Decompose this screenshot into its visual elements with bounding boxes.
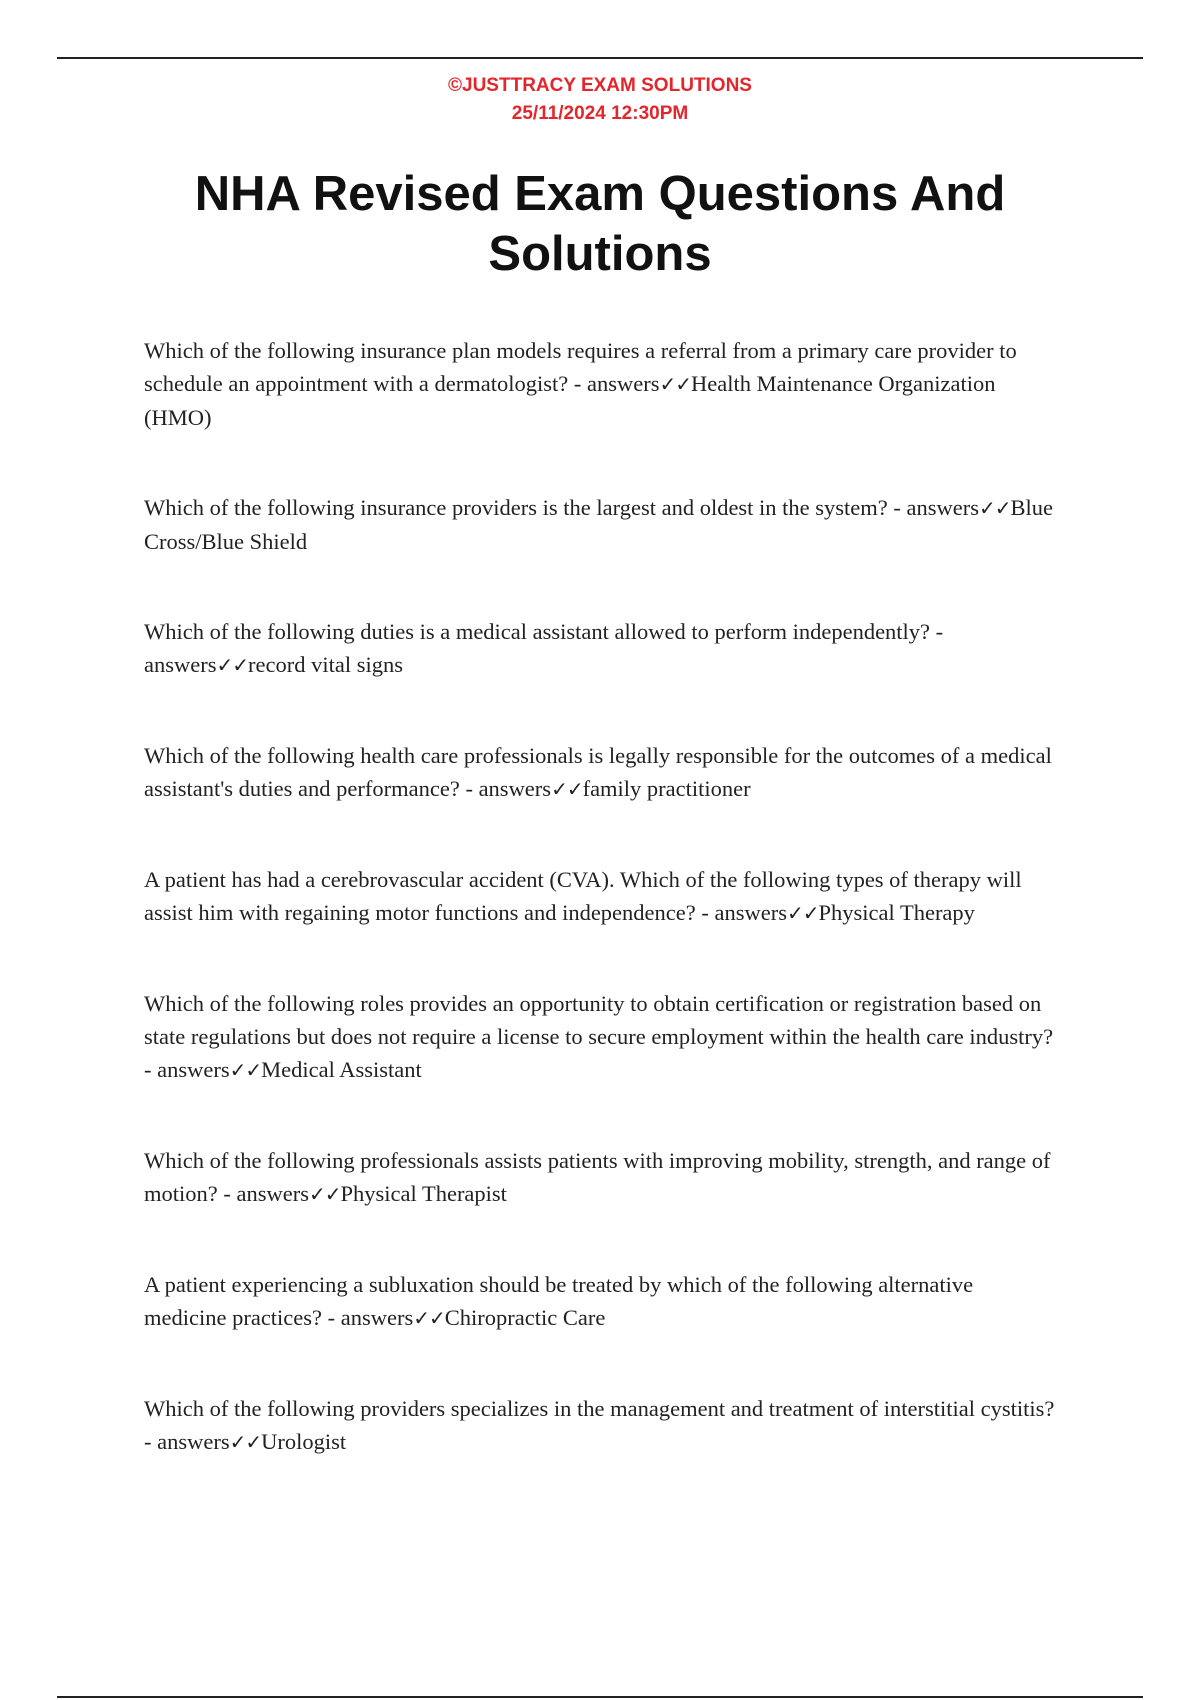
check-mark-icon: ✓✓ — [979, 496, 1011, 520]
question-text: A patient experiencing a subluxation should be treated by which of the following alternative medicine practices? — [144, 1272, 974, 1330]
check-mark-icon: ✓✓ — [229, 1430, 262, 1454]
qa-item — [144, 1392, 1059, 1459]
qa-item — [144, 1144, 1059, 1211]
qa-item — [144, 334, 1059, 434]
qa-item — [144, 739, 1059, 806]
check-mark-icon: ✓✓ — [413, 1306, 445, 1330]
copyright-line: ©JUSTTRACY EXAM SOLUTIONS — [448, 75, 752, 96]
question-text: Which of the following health care professionals is legally responsible for the outcomes of a medical assistant's duties and performance? — [144, 743, 1052, 801]
top-rule — [57, 57, 1143, 59]
qa-item — [144, 1268, 1059, 1335]
answer-text: record vital signs — [248, 652, 403, 677]
answer-prefix: - answers — [144, 619, 944, 677]
question-text: Which of the following roles provides an opportunity to obtain certification or registration based on state regulations but does not require a license to secure employment within the health care industry? — [144, 991, 1054, 1049]
answer-text: Health Maintenance Organization (HMO) — [144, 371, 996, 430]
check-mark-icon: ✓✓ — [551, 777, 583, 801]
question-text: Which of the following insurance plan models requires a referral from a primary care provider to schedule an appointment with a dermatologist? — [144, 338, 1017, 396]
question-text: Which of the following providers specializes in the management and treatment of interstitial cystitis? — [144, 1396, 1055, 1421]
question-text: Which of the following duties is a medical assistant allowed to perform independently? — [144, 619, 931, 644]
question-text: A patient has had a cerebrovascular accident (CVA). Which of the following types of therapy will assist him with regaining motor functions and independence? — [144, 867, 1022, 925]
answer-text: Medical Assistant — [261, 1057, 422, 1082]
question-text: Which of the following professionals assists patients with improving mobility, strength, and range of motion? — [144, 1148, 1051, 1206]
answer-prefix: - answers — [465, 776, 552, 801]
answer-prefix: - answers — [327, 1305, 414, 1330]
question-text: Which of the following insurance providers is the largest and oldest in the system? — [144, 495, 888, 520]
answer-prefix: - answers — [144, 1057, 230, 1082]
check-mark-icon: ✓✓ — [659, 372, 692, 396]
check-mark-icon: ✓✓ — [308, 1182, 341, 1206]
answer-prefix: - answers — [223, 1181, 309, 1206]
qa-item — [144, 863, 1059, 930]
answer-text: Blue Cross/Blue Shield — [144, 495, 1054, 554]
page-header — [0, 72, 1200, 128]
answer-prefix: - answers — [144, 1429, 230, 1454]
answer-text: Physical Therapy — [818, 900, 975, 925]
qa-item — [144, 987, 1059, 1087]
answer-text: Urologist — [261, 1429, 347, 1454]
check-mark-icon: ✓✓ — [229, 1058, 262, 1082]
answer-text: Chiropractic Care — [444, 1305, 606, 1330]
answer-prefix: - answers — [573, 371, 660, 396]
qa-item — [144, 615, 1059, 682]
qa-list — [144, 334, 1059, 1516]
check-mark-icon: ✓✓ — [786, 901, 819, 925]
answer-prefix: - answers — [701, 900, 787, 925]
answer-prefix: - answers — [893, 495, 980, 520]
check-mark-icon: ✓✓ — [216, 653, 248, 677]
header-datetime: 25/11/2024 12:30PM — [511, 103, 689, 124]
qa-item — [144, 491, 1059, 558]
answer-text: Physical Therapist — [340, 1181, 507, 1206]
page-title: NHA Revised Exam Questions And Solutions — [194, 167, 1006, 281]
answer-text: family practitioner — [582, 776, 751, 801]
bottom-rule — [57, 1696, 1143, 1698]
